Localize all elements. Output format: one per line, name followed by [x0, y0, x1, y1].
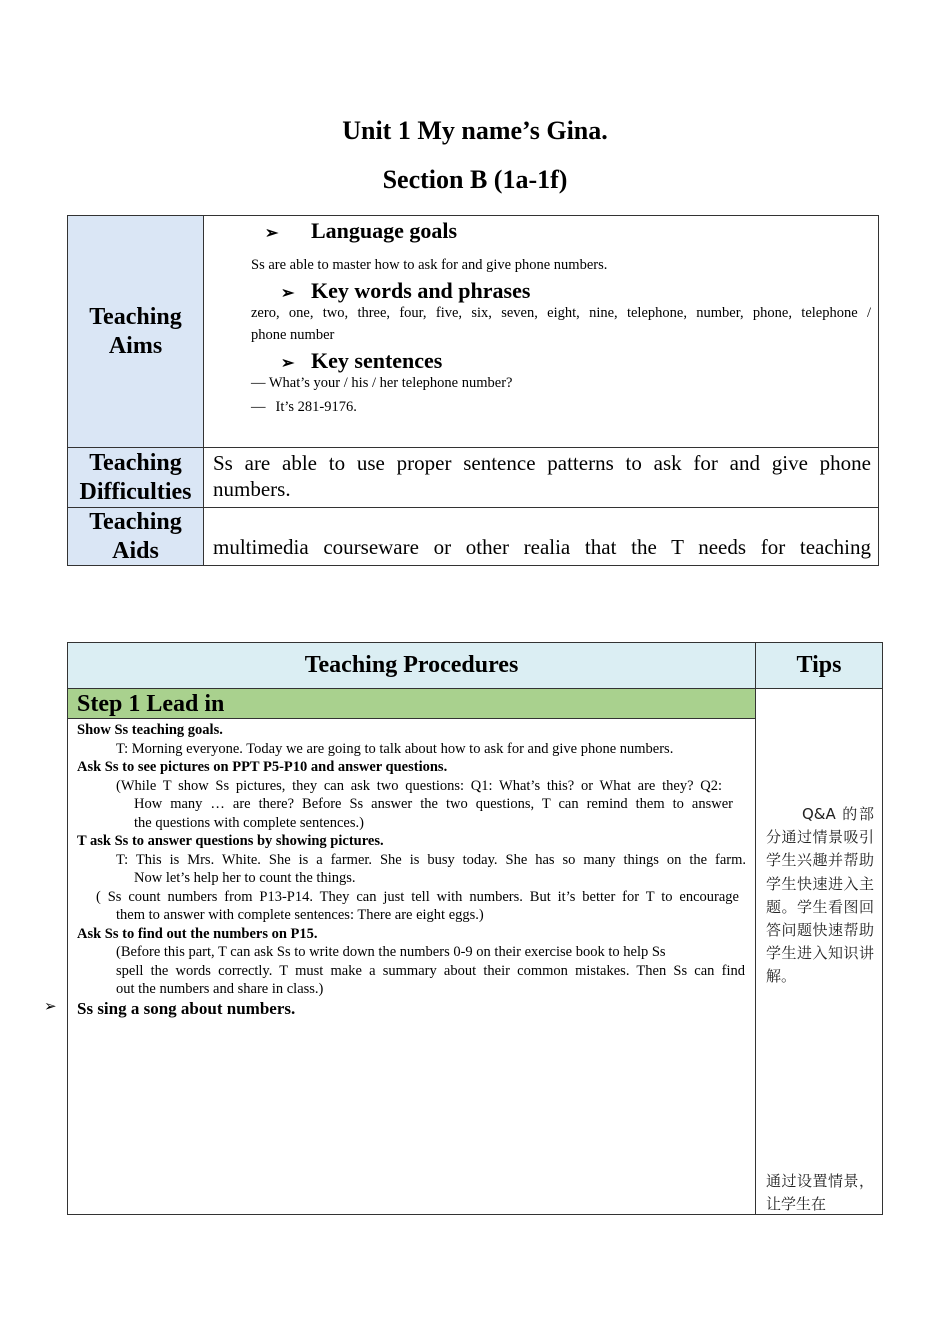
- key-sentence-1: — What’s your / his / her telephone number?: [251, 375, 513, 391]
- teaching-aims-label: Teaching Aims: [68, 216, 204, 447]
- procedures-table: [67, 642, 883, 1215]
- bullet-arrow-icon: ➢: [265, 225, 279, 242]
- song-line: Ss sing a song about numbers.: [77, 999, 296, 1018]
- procedure-line: (While T show Ss pictures, they can ask two questions: Q1: What’s this? or What are they? Q2:: [116, 777, 722, 794]
- key-sentences-heading: ➢ Key sentences: [281, 348, 443, 373]
- procedure-line: T: Morning everyone. Today we are going to talk about how to ask for and give phone numbers.: [116, 740, 674, 757]
- bullet-arrow-icon: ➢: [281, 355, 295, 372]
- teaching-aims-row: [68, 216, 878, 447]
- procedure-line: (Before this part, T can ask Ss to write down the numbers 0-9 on their exercise book to help Ss: [116, 944, 666, 960]
- language-goals-heading: ➢ Language goals: [265, 218, 458, 243]
- teaching-aids-content: [205, 508, 878, 565]
- tips-header: Tips: [756, 643, 882, 689]
- teaching-difficulties-row: [68, 447, 878, 507]
- teaching-aids-row: [68, 507, 878, 565]
- aids-text: multimedia courseware or other realia that the T needs for teaching: [213, 535, 871, 559]
- procedure-line: Now let’s help her to count the things.: [134, 870, 356, 886]
- key-sentence-2: — It’s 281-9176.: [251, 399, 357, 415]
- procedure-line: Ask Ss to see pictures on PPT P5-P10 and answer questions.: [77, 759, 448, 775]
- procedure-line: spell the words correctly. T must make a summary about their common mistakes. Then Ss can find: [116, 962, 745, 979]
- difficulties-line1: Ss are able to use proper sentence patterns to ask for and give phone: [213, 451, 871, 475]
- procedure-line: Show Ss teaching goals.: [77, 722, 223, 738]
- step1-heading: Step 1 Lead in: [68, 689, 756, 719]
- key-words-line1: zero, one, two, three, four, five, six, seven, eight, nine, telephone, number, phone, telephone /: [251, 305, 871, 321]
- procedure-line: the questions with complete sentences.): [134, 814, 364, 831]
- procedure-line: Ask Ss to find out the numbers on P15.: [77, 925, 318, 942]
- page-title: Unit 1 My name’s Gina.: [342, 116, 608, 145]
- teaching-aids-label: Teaching Aids: [68, 508, 204, 565]
- page-subtitle: Section B (1a-1f): [382, 165, 568, 194]
- procedures-header: Teaching Procedures: [68, 643, 756, 689]
- procedure-line: T ask Ss to answer questions by showing pictures.: [77, 833, 384, 849]
- tips-column: [756, 689, 882, 1214]
- difficulties-line2: numbers.: [213, 477, 291, 501]
- bullet-arrow-icon: ➢: [44, 999, 57, 1015]
- key-words-line2: phone number: [251, 327, 335, 343]
- teaching-difficulties-label: Teaching Difficulties: [68, 448, 204, 507]
- key-words-heading: ➢ Key words and phrases: [281, 278, 531, 303]
- procedure-line: How many … are there? Before Ss answer the two questions, T can remind them to answer: [134, 796, 733, 812]
- teaching-difficulties-content: [205, 448, 878, 507]
- teaching-aims-content: [205, 216, 878, 447]
- tip-text-1: Q&A 的部分通过情景吸引学生兴趣并帮助学生快速进入主题。学生看图回答问题快速帮助学生进入知识讲解。: [766, 805, 874, 986]
- procedure-line: T: This is Mrs. White. She is a farmer. She is busy today. She has so many things on the farm.: [116, 851, 746, 868]
- procedure-line: out the numbers and share in class.): [116, 981, 324, 997]
- bullet-arrow-icon: ➢: [281, 285, 295, 302]
- tip-text-2: 通过设置情景，让学生在: [766, 1172, 874, 1214]
- procedure-line: ( Ss count numbers from P13-P14. They can just tell with numbers. But it’s better for T to encourage: [96, 888, 739, 905]
- procedure-line: them to answer with complete sentences: There are eight eggs.): [116, 907, 484, 923]
- procedures-body: [68, 719, 756, 1214]
- language-goals-text: Ss are able to master how to ask for and give phone numbers.: [251, 257, 608, 273]
- aims-table: [67, 215, 879, 566]
